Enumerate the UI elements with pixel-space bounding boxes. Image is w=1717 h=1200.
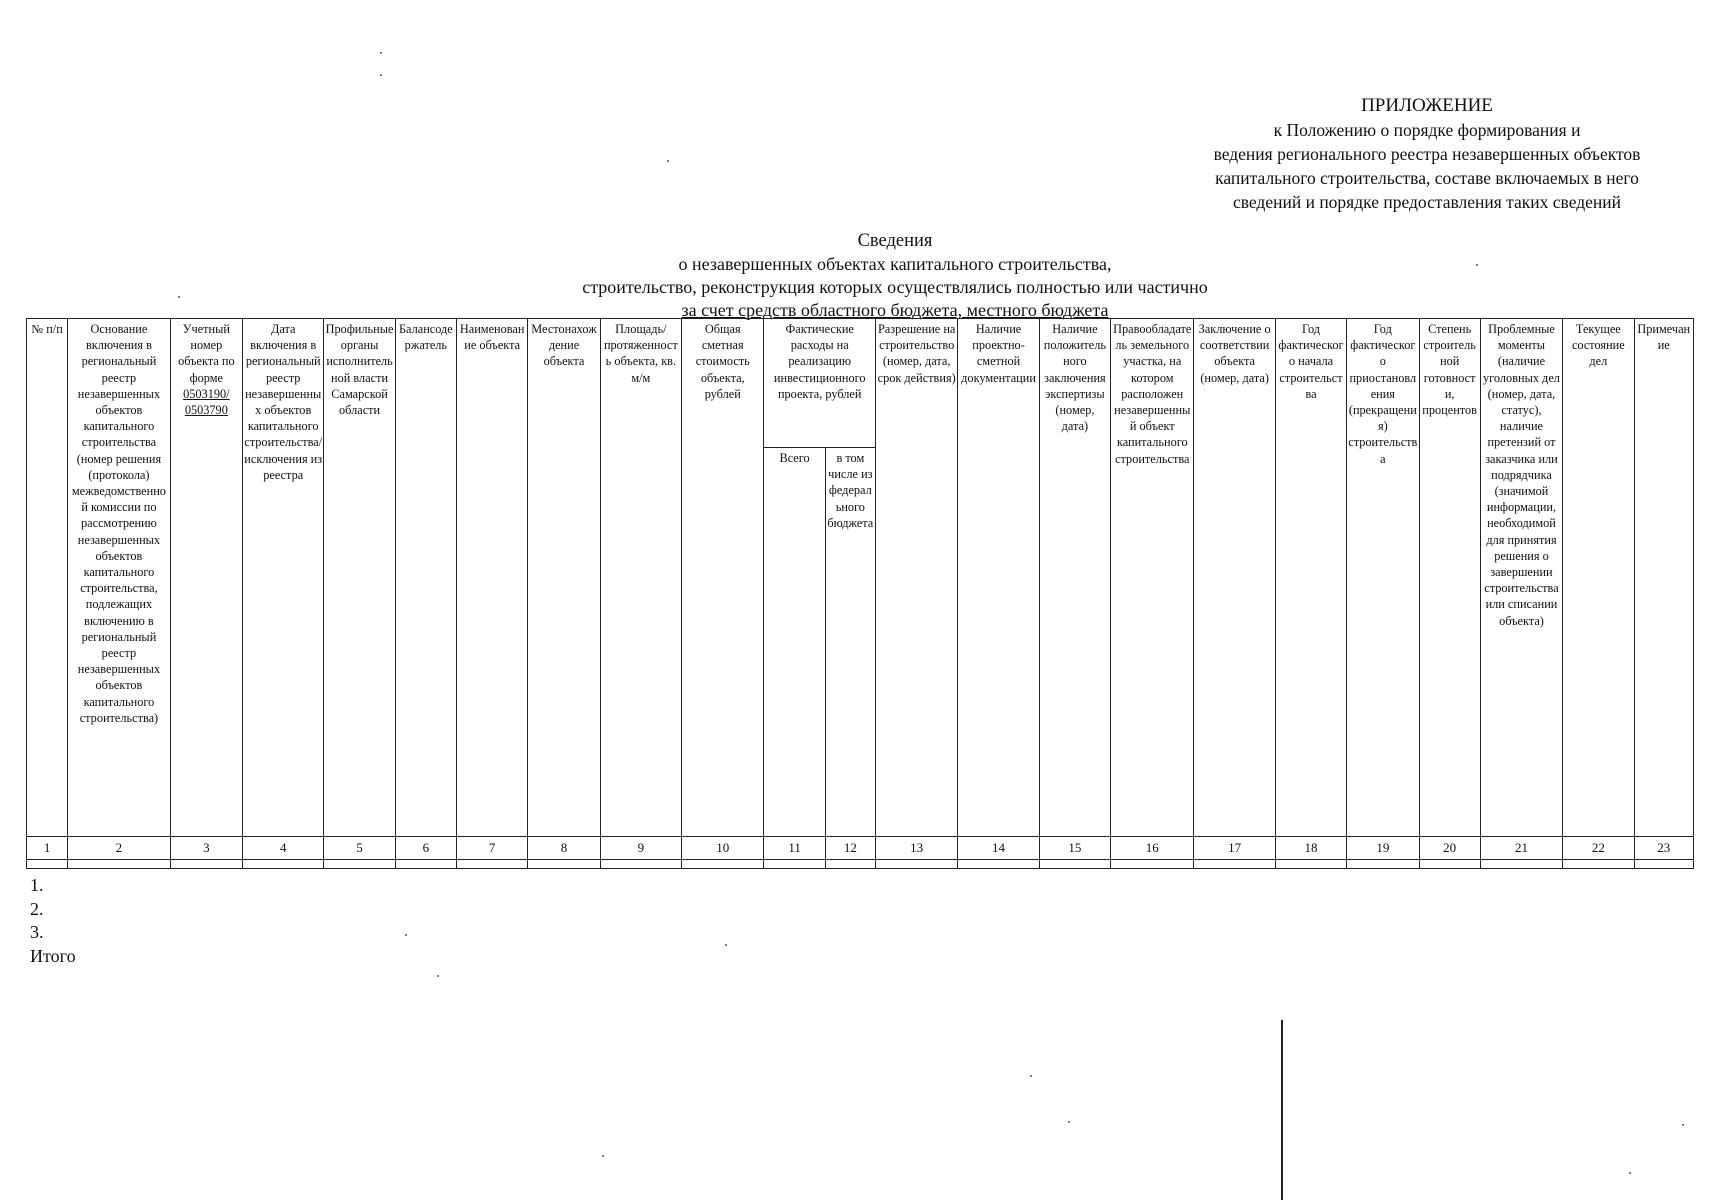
register-table — [26, 318, 1694, 869]
col-header-location: Местонахождение объекта — [528, 319, 600, 837]
col-header-start-year: Год фактического начала строительства — [1275, 319, 1346, 837]
col-header-actual-expenses: Фактические расходы на реализацию инвестиционного проекта, рублей — [764, 319, 876, 448]
empty-data-row — [27, 860, 1694, 869]
scan-speck — [667, 160, 669, 162]
column-number: 5 — [324, 837, 395, 860]
col-header-problems: Проблемные моменты (наличие уголовных дел (номер, дата, статус), наличие претензий от заказчика или подрядчика (значимой информации, необходимой для принятия решения о завершении строительства или списании объекта) — [1480, 319, 1562, 837]
appendix-block — [1167, 94, 1687, 214]
column-number: 12 — [825, 837, 875, 860]
col-header-land-owner: Правообладатель земельного участка, на котором расположен незавершенный объект капитального строительства — [1111, 319, 1194, 837]
scan-artifact-line — [1281, 1020, 1283, 1200]
appendix-title: ПРИЛОЖЕНИЕ — [1361, 95, 1493, 116]
scan-speck — [178, 296, 180, 298]
column-number: 6 — [395, 837, 456, 860]
scan-speck — [1629, 1172, 1631, 1174]
col-header-total: Всего — [764, 448, 825, 837]
column-number: 23 — [1634, 837, 1694, 860]
column-number: 21 — [1480, 837, 1562, 860]
column-numbers-row — [27, 837, 1694, 860]
column-number: 19 — [1347, 837, 1419, 860]
form-code-2: 0503790 — [184, 403, 228, 418]
col-header-expertise: Наличие положительного заключения экспертизы (номер, дата) — [1039, 319, 1110, 837]
appendix-line: к Положению о порядке формирования и — [1273, 120, 1581, 140]
scan-speck — [1030, 1075, 1032, 1077]
header-row — [27, 319, 1694, 448]
row-label: 3. — [30, 922, 44, 942]
scan-speck — [602, 1155, 604, 1157]
document-heading — [500, 230, 1290, 322]
row-label: 2. — [30, 898, 44, 919]
col-header-note: Примечание — [1634, 319, 1694, 837]
total-label: Итого — [30, 945, 76, 966]
col-header-compliance: Заключение о соответствии объекта (номер, дата) — [1194, 319, 1275, 837]
scan-speck — [437, 975, 439, 977]
scan-speck — [380, 74, 382, 76]
row-label: 1. — [30, 875, 44, 895]
col-header-account-number — [170, 319, 242, 837]
col-header-authorities: Профильные органы исполнительной власти Самарской области — [324, 319, 395, 837]
heading-line: за счет средств областного бюджета, местного бюджета — [681, 300, 1109, 320]
col-header-balance-holder: Балансодержатель — [395, 319, 456, 837]
col-header-basis: Основание включения в региональный реестр незавершенных объектов капитального строительства (номер решения (протокола) межведомственной комиссии по рассмотрению незавершенных объектов капитального строительства, подлежащих включению в региональный реестр незавершенных объектов капитального строительства) — [68, 319, 170, 837]
heading-line: строительство, реконструкция которых осуществлялись полностью или частично — [582, 277, 1208, 297]
column-number: 16 — [1111, 837, 1194, 860]
column-number: 2 — [68, 837, 170, 860]
row-list — [30, 874, 76, 968]
form-code-1: 0503190/ — [183, 386, 230, 401]
column-number: 1 — [27, 837, 68, 860]
column-number: 7 — [457, 837, 528, 860]
document-title: Сведения — [857, 231, 933, 251]
col-header-object-name: Наименование объекта — [457, 319, 528, 837]
col-header-permit: Разрешение на строительство (номер, дата, срок действия) — [875, 319, 957, 837]
col-header-suspension-year: Год фактического приостановления (прекращения) строительства — [1347, 319, 1419, 837]
col-header-date: Дата включения в региональный реестр незавершенных объектов капитального строительства/ исключения из реестра — [243, 319, 324, 837]
column-number: 4 — [243, 837, 324, 860]
scan-speck — [405, 934, 407, 936]
column-number: 11 — [764, 837, 825, 860]
column-number: 13 — [875, 837, 957, 860]
column-number: 15 — [1039, 837, 1110, 860]
col-header-area: Площадь/ протяженность объекта, кв. м/м — [600, 319, 681, 837]
col-header-readiness: Степень строительной готовности, процентов — [1419, 319, 1480, 837]
column-number: 8 — [528, 837, 600, 860]
col3-text: Учетный номер объекта по форме — [178, 322, 235, 385]
appendix-line: сведений и порядке предоставления таких сведений — [1232, 192, 1622, 212]
scan-speck — [380, 52, 382, 54]
col-header-estimated-cost: Общая сметная стоимость объекта, рублей — [682, 319, 764, 837]
col-header-federal: в том числе из федерального бюджета — [825, 448, 875, 837]
appendix-line: капитального строительства, составе включаемых в него — [1215, 168, 1639, 188]
column-number: 17 — [1194, 837, 1275, 860]
column-number: 20 — [1419, 837, 1480, 860]
appendix-line: ведения регионального реестра незавершенных объектов — [1213, 144, 1641, 164]
column-number: 3 — [170, 837, 242, 860]
scan-speck — [1682, 1124, 1684, 1126]
column-number: 9 — [600, 837, 681, 860]
heading-line: о незавершенных объектах капитального строительства, — [678, 254, 1112, 274]
col-header-design-docs: Наличие проектно-сметной документации — [958, 319, 1039, 837]
column-number: 10 — [682, 837, 764, 860]
scan-speck — [1068, 1121, 1070, 1123]
column-number: 14 — [958, 837, 1039, 860]
col-header-current-state: Текущее состояние дел — [1563, 319, 1634, 837]
col-header-number: № п/п — [27, 319, 68, 837]
column-number: 18 — [1275, 837, 1346, 860]
column-number: 22 — [1563, 837, 1634, 860]
scan-speck — [725, 944, 727, 946]
scan-speck — [1476, 264, 1478, 266]
